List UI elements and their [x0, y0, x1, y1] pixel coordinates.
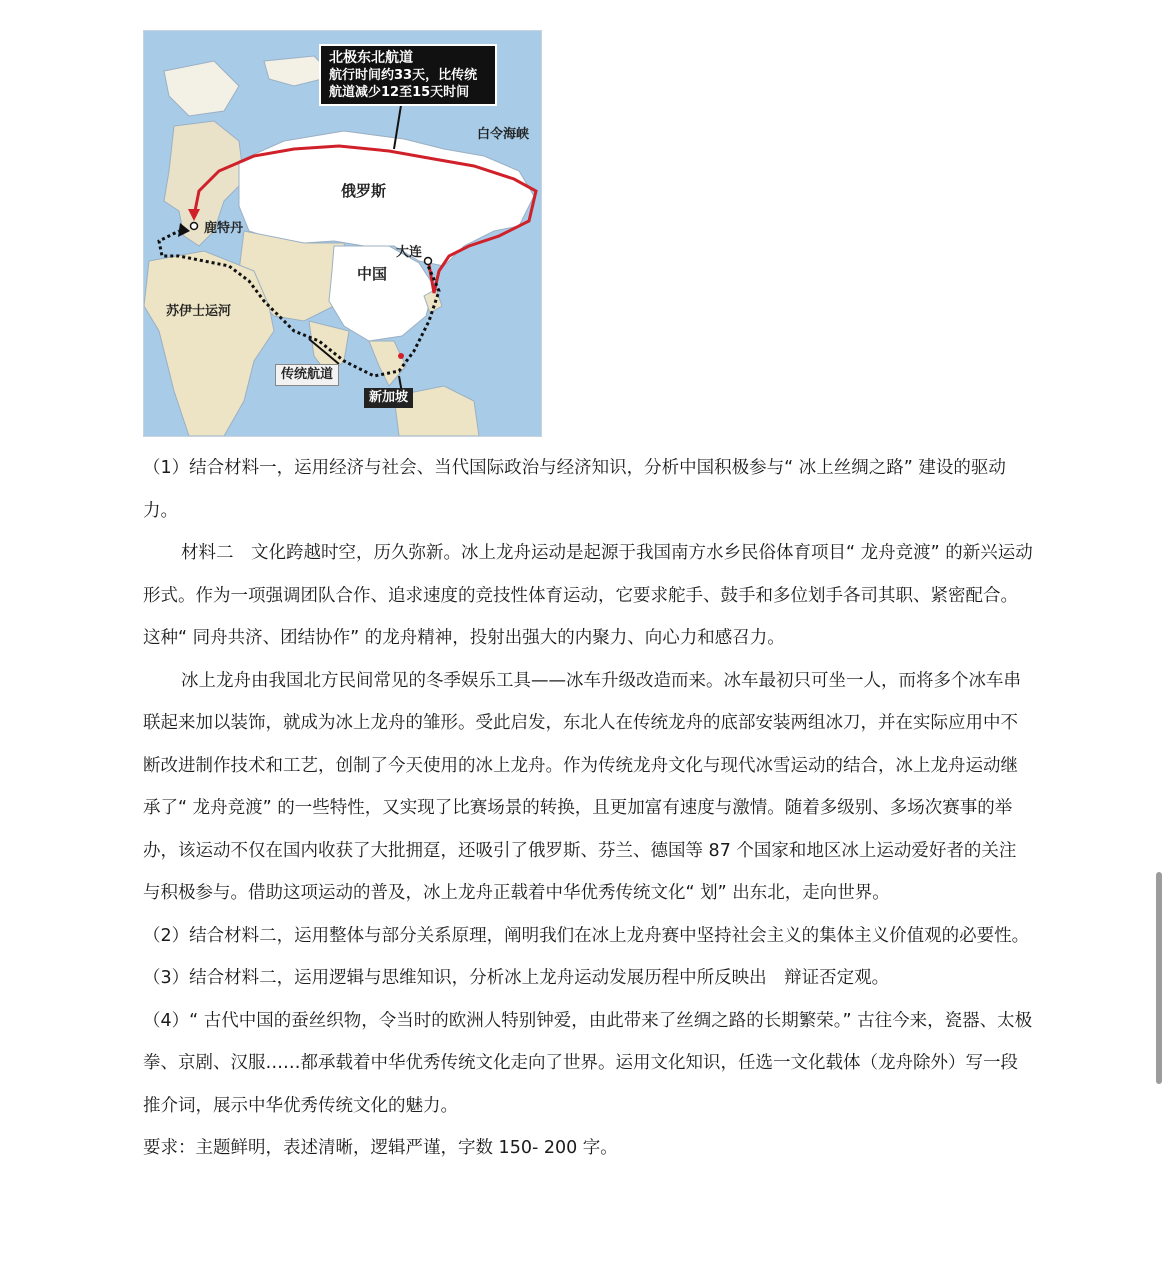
route-map-figure — [143, 30, 542, 437]
label-traditional-route: 传统航道 — [275, 364, 339, 386]
label-russia: 俄罗斯 — [341, 182, 387, 200]
question-2: （2）结合材料二，运用整体与部分关系原理，阐明我们在冰上龙舟赛中坚持社会主义的集体主义价值观的必要性。 — [143, 925, 1030, 946]
callout-line-2: 航道减少12至15天时间 — [329, 85, 470, 100]
material-2-paragraph-1: 材料二 文化跨越时空，历久弥新。冰上龙舟运动是起源于我国南方水乡民俗体育项目“ 龙舟竞渡” 的新兴运动形式。作为一项强调团队合作、追求速度的竞技性体育运动，它要求舵手、鼓手和多位划手各司其职、紧密配合。这种“ 同舟共济、团结协作” 的龙舟精神，投射出强大的内聚力、向心力和感召力。 — [143, 543, 1033, 648]
vertical-scrollbar[interactable] — [1156, 872, 1162, 1084]
label-china: 中国 — [357, 265, 388, 283]
label-suez-canal: 苏伊士运河 — [166, 304, 232, 319]
callout-line-1: 航行时间约33天，比传统 — [329, 68, 478, 83]
document-body — [143, 447, 1033, 1170]
label-rotterdam: 鹿特丹 — [204, 221, 244, 236]
requirement: 要求：主题鲜明，表述清晰，逻辑严谨，字数 150- 200 字。 — [143, 1138, 618, 1158]
label-bering-strait: 白令海峡 — [477, 127, 530, 142]
question-1: （1）结合材料一，运用经济与社会、当代国际政治与经济知识，分析中国积极参与“ 冰上丝绸之路” 建设的驱动力。 — [143, 458, 1006, 521]
label-singapore: 新加坡 — [364, 388, 413, 408]
question-4: （4）“ 古代中国的蚕丝织物，令当时的欧洲人特别钟爱，由此带来了丝绸之路的长期繁荣。” 古往今来，瓷器、太极拳、京剧、汉服……都承载着中华优秀传统文化走向了世界。运用文化知识，任选一文化载体（龙舟除外）写一段推介词，展示中华优秀传统文化的魅力。 — [143, 1010, 1033, 1116]
callout-title: 北极东北航道 — [329, 50, 413, 66]
northeast-passage-callout — [319, 44, 497, 106]
material-2-paragraph-2: 冰上龙舟由我国北方民间常见的冬季娱乐工具——冰车升级改造而来。冰车最初只可坐一人，而将多个冰车串联起来加以装饰，就成为冰上龙舟的雏形。受此启发，东北人在传统龙舟的底部安装两组冰刀，并在实际应用中不断改进制作技术和工艺，创制了今天使用的冰上龙舟。作为传统龙舟文化与现代冰雪运动的结合，冰上龙舟运动继承了“ 龙舟竞渡” 的一些特性，又实现了比赛场景的转换，且更加富有速度与激情。随着多级别、多场次赛事的举办，该运动不仅在国内收获了大批拥趸，还吸引了俄罗斯、芬兰、德国等 87 个国家和地区冰上运动爱好者的关注与积极参与。借助这项运动的普及，冰上龙舟正载着中华优秀传统文化“ 划” 出东北，走向世界。 — [143, 670, 1021, 903]
label-dalian: 大连 — [396, 245, 423, 260]
question-3: （3）结合材料二，运用逻辑与思维知识，分析冰上龙舟运动发展历程中所反映出 辩证否定观。 — [143, 968, 890, 988]
